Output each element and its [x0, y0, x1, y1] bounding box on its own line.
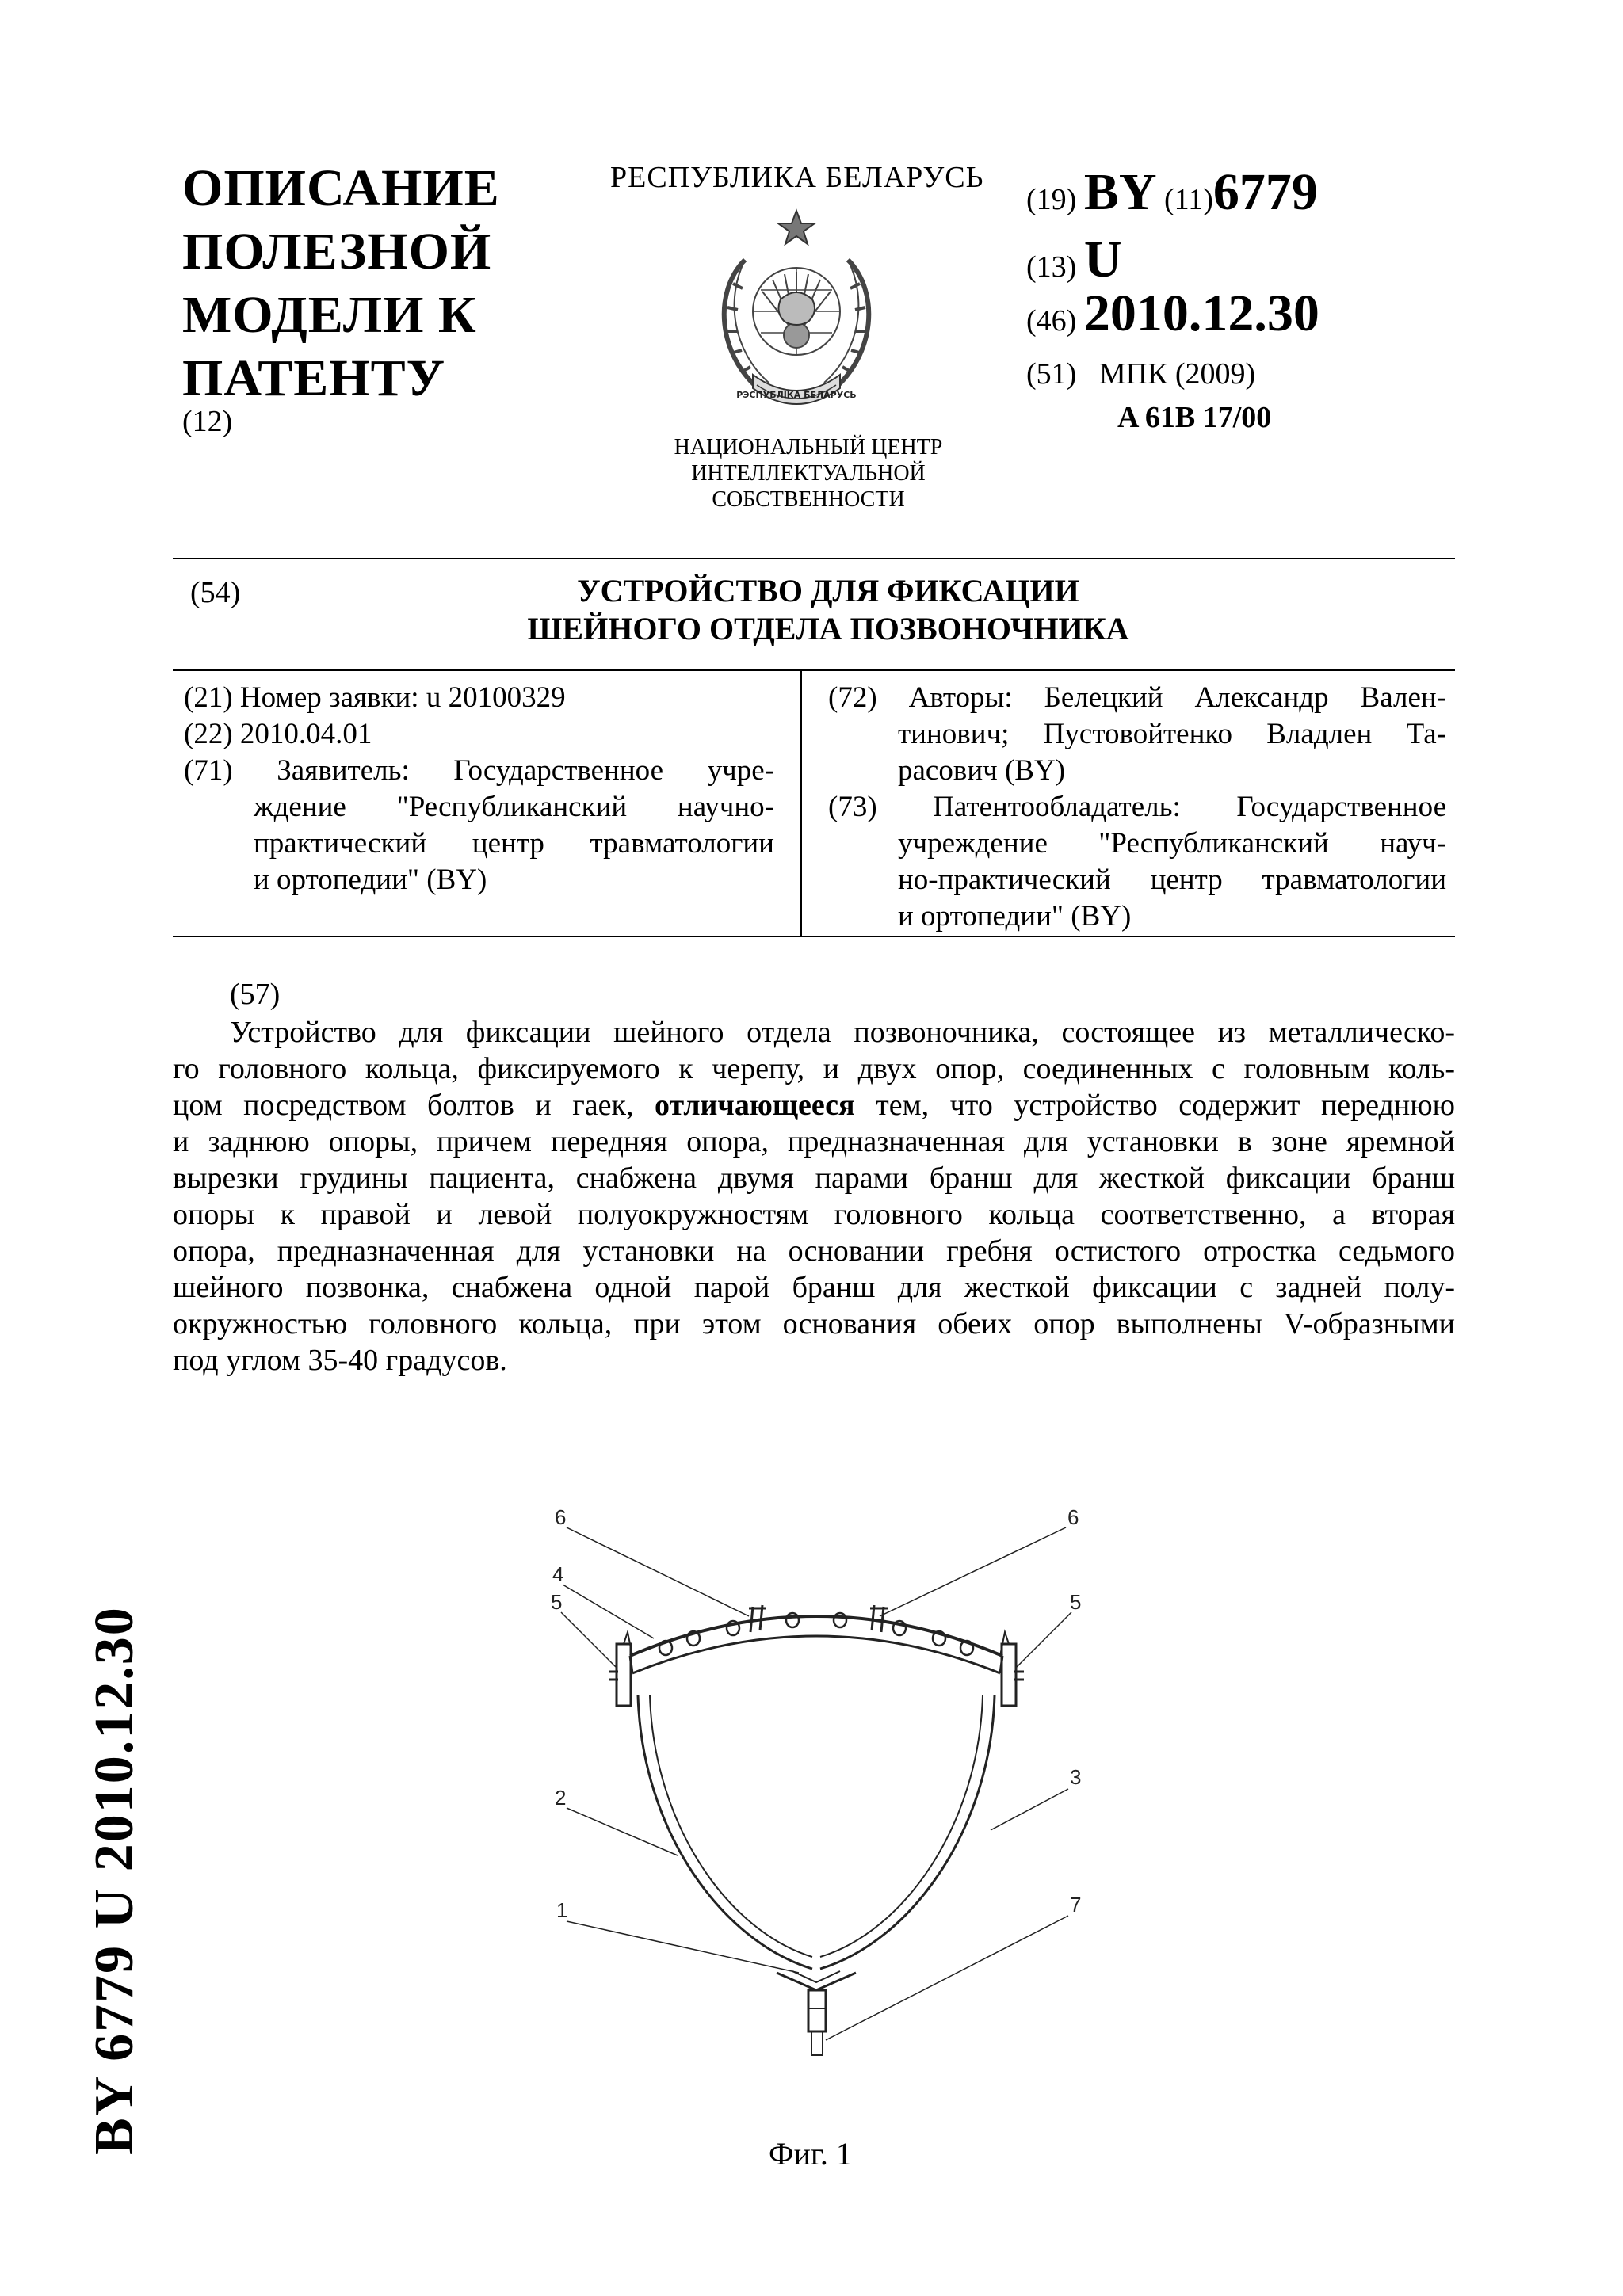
label-5-right: 5 [1070, 1590, 1082, 1614]
authors-line-2: тинович; Пустовойтенко Владлен Та- [898, 718, 1446, 750]
abstract-line-5: вырезки грудины пациента, снабжена двумя парами бранш для жесткой фиксации бранш [173, 1161, 1455, 1195]
republic-name: РЕСПУБЛИКА БЕЛАРУСЬ [610, 161, 984, 194]
label-4: 4 [552, 1562, 564, 1586]
document-title [182, 157, 500, 410]
side-document-id: BY 6779 U 2010.12.30 [84, 1606, 145, 2155]
state-emblem-icon [697, 204, 896, 426]
label-2: 2 [555, 1786, 567, 1810]
device-figure [539, 1497, 1094, 2115]
abstract-line-4: и заднюю опоры, причем передняя опора, предназначенная для установки в зоне яремной [173, 1125, 1455, 1158]
abstract-line-6: опоры к правой и левой полуокружностям головного кольца соответственно, а вторая [173, 1198, 1455, 1231]
title-line-2: ШЕЙНОГО ОТДЕЛА ПОЗВОНОЧНИКА [527, 611, 1129, 646]
bib-pub-date [1026, 284, 1319, 344]
abstract-text [173, 1014, 1455, 1379]
patentee-line-4: и ортопедии" (BY) [898, 900, 1132, 933]
publication-date: 2010.12.30 [1083, 284, 1319, 342]
abstract-line-3-end: тем, что устройство содержит переднюю [854, 1089, 1455, 1122]
label-7: 7 [1070, 1893, 1082, 1917]
inid-code-46: (46) [1026, 304, 1077, 338]
header-divider [173, 558, 1455, 559]
patent-number: 6779 [1212, 163, 1318, 221]
bib-left-column [184, 680, 774, 898]
label-6-right: 6 [1067, 1505, 1079, 1529]
inid-code-54: (54) [190, 576, 241, 609]
label-6-left: 6 [555, 1505, 567, 1529]
inid-code-51: (51) [1026, 357, 1077, 391]
abstract-line-1: Устройство для фиксации шейного отдела позвоночника, состоящее из металлическо- [230, 1016, 1455, 1049]
patentee-line-3: но-практический центр травматологии [898, 864, 1446, 896]
patentee-line-1: (73) Патентообладатель: Государственное [828, 791, 1446, 823]
abstract-line-9: окружностью головного кольца, при этом основания обеих опор выполнены V-образными [173, 1307, 1455, 1341]
inid-code-13: (13) [1026, 250, 1077, 284]
applicant-line-1: (71) Заявитель: Государственное учре- [184, 754, 774, 787]
authors-line-3: расович (BY) [898, 754, 1066, 787]
bib-table-top-rule [173, 669, 1455, 671]
bib-ipc [1026, 357, 1255, 391]
authors-line-1: (72) Авторы: Белецкий Александр Вален- [828, 681, 1446, 714]
center-name-line-3: СОБСТВЕННОСТИ [712, 487, 905, 512]
inid-code-11: (11) [1164, 183, 1213, 216]
inid-code-12: (12) [182, 405, 233, 438]
doc-title-line-1: ОПИСАНИЕ [182, 159, 500, 217]
abstract-line-2: го головного кольца, фиксируемого к черепу, и двух опор, соединенных с головным коль- [173, 1052, 1455, 1085]
utility-model-title [428, 572, 1228, 648]
figure-caption: Фиг. 1 [769, 2136, 852, 2172]
abstract-line-10: под углом 35-40 градусов. [173, 1344, 507, 1377]
label-3: 3 [1070, 1765, 1082, 1789]
doc-title-line-2: ПОЛЕЗНОЙ [182, 223, 492, 280]
doc-title-line-3: МОДЕЛИ К [182, 286, 477, 344]
national-center-name [634, 434, 983, 513]
bib-table-bottom-rule [173, 936, 1455, 937]
applicant-line-3: практический центр травматологии [254, 827, 774, 860]
title-line-1: УСТРОЙСТВО ДЛЯ ФИКСАЦИИ [577, 573, 1079, 608]
center-name-line-1: НАЦИОНАЛЬНЫЙ ЦЕНТР [674, 435, 943, 460]
inid-code-19: (19) [1026, 183, 1077, 216]
ipc-edition: МПК (2009) [1098, 357, 1256, 391]
inid-code-57: (57) [230, 978, 281, 1011]
abstract-line-8: шейного позвонка, снабжена одной парой бранш для жесткой фиксации с задней полу- [173, 1271, 1455, 1304]
abstract-line-3-start: цом посредством болтов и гаек, [173, 1089, 655, 1122]
abstract-line-3 [173, 1087, 1455, 1123]
bib-table-column-divider [800, 669, 802, 936]
distinguishing-keyword: отличающееся [654, 1089, 855, 1122]
emblem-ribbon-text: РЭСПУБЛІКА БЕЛАРУСЬ [736, 390, 857, 400]
bib-kind [1026, 230, 1121, 290]
label-1: 1 [556, 1898, 568, 1922]
label-5-left: 5 [551, 1590, 563, 1614]
abstract-line-7: опора, предназначенная для установки на основании гребня остистого отростка седьмого [173, 1234, 1455, 1268]
applicant-line-4: и ортопедии" (BY) [254, 864, 487, 896]
bib-country-number [1026, 162, 1318, 223]
bib-right-column [828, 680, 1446, 935]
doc-title-line-4: ПАТЕНТУ [182, 349, 446, 407]
filing-date: (22) 2010.04.01 [184, 718, 372, 750]
applicant-line-2: ждение "Республиканский научно- [254, 791, 774, 823]
application-number: (21) Номер заявки: u 20100329 [184, 681, 566, 714]
patentee-line-2: учреждение "Республиканский науч- [898, 827, 1446, 860]
document-kind: U [1083, 231, 1122, 288]
ipc-class: A 61B 17/00 [1117, 401, 1272, 434]
country-code: BY [1083, 163, 1157, 221]
center-name-line-2: ИНТЕЛЛЕКТУАЛЬНОЙ [691, 461, 926, 486]
